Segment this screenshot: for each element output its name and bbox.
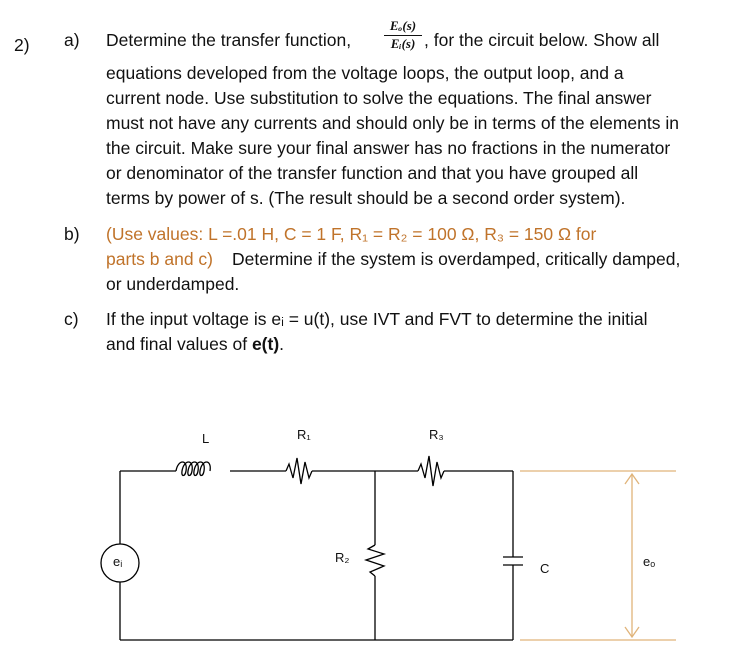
fraction-denominator: Eᵢ(s) [390, 36, 416, 51]
r2-label: R₂ [335, 550, 350, 565]
source-label: eᵢ [113, 554, 123, 569]
part-a-line5: the circuit. Make sure your final answer has no fractions in the numerator [106, 138, 671, 158]
part-c-line2-post: . [279, 334, 285, 354]
inductor-coil [176, 462, 210, 476]
part-b-values-line2: parts b and c) [106, 249, 213, 269]
fraction-numerator: Eₒ(s) [389, 18, 417, 33]
output-label: eₒ [643, 554, 656, 569]
part-a-line4: must not have any currents and should only be in terms of the elements in [106, 113, 679, 133]
resistor-r1 [286, 458, 312, 484]
part-c-line1: If the input voltage is eᵢ = u(t), use IVT and FVT to determine the initial [106, 309, 648, 329]
part-a-label: a) [64, 30, 80, 50]
resistor-r3 [418, 456, 444, 486]
inductor-label: L [202, 431, 210, 446]
part-a-line6: or denominator of the transfer function and that you have grouped all [106, 163, 639, 183]
part-b-values-line1: (Use values: L =.01 H, C = 1 F, R₁ = R₂ = 100 Ω, R₃ = 150 Ω for [106, 224, 597, 244]
part-a-line1-pre: Determine the transfer function, [106, 30, 352, 50]
part-b-question-line2: Determine if the system is overdamped, critically damped, [232, 249, 681, 269]
part-a-line2: equations developed from the voltage loops, the output loop, and a [106, 63, 624, 83]
capacitor-label: C [540, 561, 550, 576]
part-c-label: c) [64, 309, 79, 329]
part-b-label: b) [64, 224, 80, 244]
r3-label: R₃ [429, 427, 444, 442]
part-c-output-symbol: e(t) [251, 334, 280, 354]
part-b-line3: or underdamped. [106, 274, 240, 294]
problem-number: 2) [14, 35, 30, 55]
part-a-line3: current node. Use substitution to solve the equations. The final answer [106, 88, 652, 108]
r1-label: R₁ [297, 427, 311, 442]
part-c-line2-pre: and final values of [106, 334, 252, 354]
part-a-line1-post: , for the circuit below. Show all [424, 30, 660, 50]
part-a-line7: terms by power of s. (The result should be a second order system). [106, 188, 626, 208]
resistor-r2 [366, 545, 384, 576]
